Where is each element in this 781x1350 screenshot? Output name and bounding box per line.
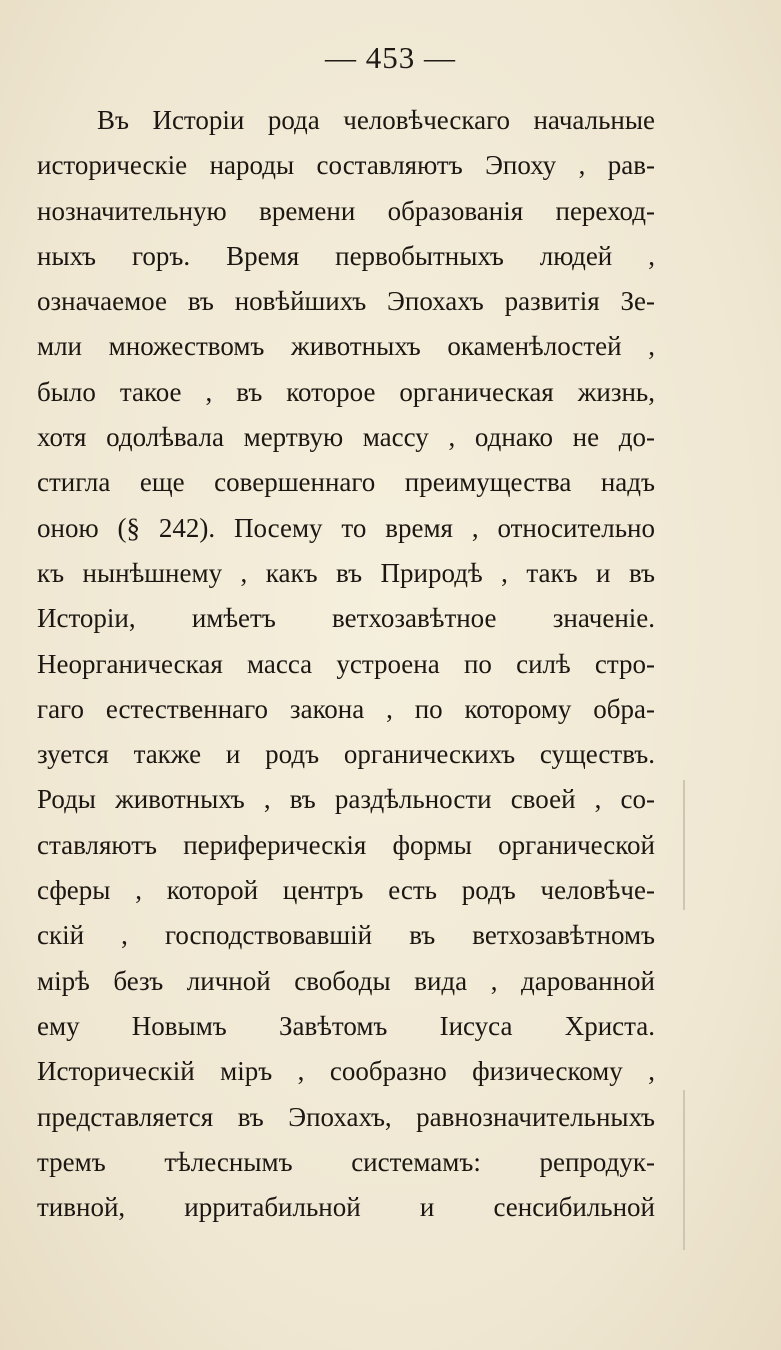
text-line: къ нынѣшнему , какъ въ Природѣ , такъ и въ (37, 557, 655, 588)
text-line: Въ Исторіи рода человѣческаго начальные (97, 105, 655, 135)
paper-edge-shadow (683, 780, 685, 910)
text-line: зуется также и родъ органическихъ существъ. (37, 739, 655, 770)
text-line: ему Новымъ Завѣтомъ Іисуса Христа. (37, 1010, 655, 1041)
text-line: Историческій міръ , сообразно физическому , (37, 1056, 655, 1087)
text-line: тремъ тѣлеснымъ системамъ: репродук- (37, 1146, 655, 1177)
text-line: Неорганическая масса устроена по силѣ стро- (37, 648, 655, 679)
text-line: нозначительную времени образованія переход- (37, 195, 655, 226)
text-line: сферы , которой центръ есть родъ человѣче- (37, 875, 655, 906)
text-line: хотя одолѣвала мертвую массу , однако не до- (37, 422, 655, 453)
text-line: представляется въ Эпохахъ, равнозначительныхъ (37, 1101, 655, 1132)
text-line: скій , господствовавшій въ ветхозавѣтномъ (37, 920, 655, 951)
text-line: ныхъ горъ. Время первобытныхъ людей , (37, 240, 655, 271)
paper-edge-shadow (683, 1090, 685, 1250)
text-line: означаемое въ новѣйшихъ Эпохахъ развитія Зе- (37, 286, 655, 317)
text-line: ставляютъ периферическія формы органической (37, 829, 655, 860)
text-line: было такое , въ которое органическая жизнь, (37, 376, 655, 407)
text-line: историческіе народы составляютъ Эпоху , рав- (37, 150, 655, 181)
text-line: Роды животныхъ , въ раздѣльности своей , со- (37, 784, 655, 815)
body-text (37, 98, 655, 1230)
text-line: гаго естественнаго закона , по которому обра- (37, 693, 655, 724)
text-line: мли множествомъ животныхъ окаменѣлостей , (37, 331, 655, 362)
text-line: мірѣ безъ личной свободы вида , дарованной (37, 965, 655, 996)
text-line: тивной, ирритабильной и сенсибильной (37, 1192, 655, 1223)
page-number: — 453 — (325, 40, 456, 75)
text-line: оною (§ 242). Посему то время , относительно (37, 512, 655, 543)
text-line: Исторіи, имѣетъ ветхозавѣтное значеніе. (37, 603, 655, 634)
text-line: стигла еще совершеннаго преимущества надъ (37, 467, 655, 498)
